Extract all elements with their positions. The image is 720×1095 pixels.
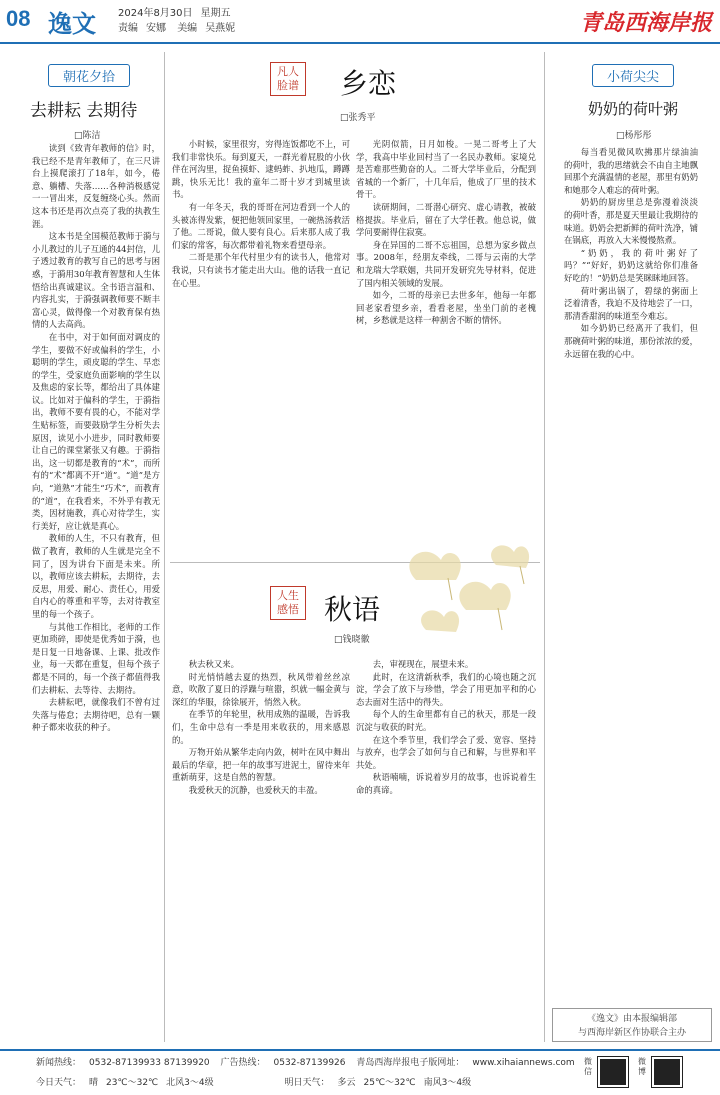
paragraph: 读研期间，二哥潜心研究、虚心请教，被破格提拔。毕业后，留在了大学任教。他总说，做学问要耐得住寂寞。	[356, 201, 536, 238]
column-divider	[164, 52, 165, 1042]
paragraph: 与其他工作相比，老师的工作更加琐碎，即使是优秀如于漪，也是日复一日地备课、上课、批改作业，每一天都在重复，但每个孩子都是不同的，每一个孩子都值得我们去耕耘、去等待、去期待。	[32, 621, 160, 695]
editor-label: 责编	[118, 23, 138, 34]
website-link[interactable]: www.xihaiannews.com	[472, 1058, 575, 1068]
sponsor-line-2: 与西海岸新区作协联合主办	[577, 1028, 686, 1038]
paragraph: 在季节的年轮里，秋用成熟的温暖，告诉我们，生命中总有一季是用来收获的，用来感恩的。	[172, 709, 350, 745]
sponsor-note	[552, 1008, 712, 1042]
article-body-middle-b	[356, 138, 536, 558]
footer-row-contact	[36, 1055, 583, 1068]
paragraph: 荷叶粥出锅了，碧绿的粥面上泛着清香，我迫不及待地尝了一口，那清香甜润的味道至今难忘。	[564, 285, 698, 321]
designer-name: 吴燕妮	[205, 23, 236, 34]
paragraph: 教师的人生，不只有教育，但做了教育，教师的人生就是完全不同了，因为讲台下面是未来。所以，教师应该去耕耘，去期待，去反思，用爱、耐心、责任心，用爱自内心的尊重和平等，去对待教室里的每一个孩子。	[32, 533, 160, 619]
column-tag-middle: 凡人脸谱	[270, 62, 306, 96]
weather-today-condition: 晴	[89, 1078, 99, 1088]
qr-wechat-label: 微信	[584, 1057, 592, 1076]
paragraph: 每当看见微风吹拂那片绿油油的荷叶，我的思绪就会不由自主地飘回那个充满温情的老屋，那里有奶奶和她那令人难忘的荷叶粥。	[564, 147, 698, 195]
paragraph: 如今奶奶已经离开了我们，但那碗荷叶粥的味道，那份浓浓的爱，永远留在我的心中。	[564, 323, 698, 359]
weather-today-wind: 北风3～4级	[166, 1078, 214, 1088]
article-body-middle-a	[172, 138, 350, 558]
page-header	[0, 0, 720, 44]
paragraph: 此时，在这清新秋季，我们的心境也随之沉淀，学会了放下与珍惜，学会了用更加平和的心态去面对生活中的得失。	[356, 671, 536, 707]
paragraph: 我爱秋天的沉静，也爱秋天的丰盈。	[188, 784, 323, 795]
paragraph: 时光悄悄越去夏的热烈，秋风带着丝丝凉意，吹散了夏日的浮躁与喧嚣，织就一幅金黄与深红的华服，徐徐展开，悄然入秋。	[172, 671, 350, 707]
editor-name: 安娜	[146, 23, 166, 34]
wechat-qr-code-icon[interactable]	[598, 1057, 628, 1087]
paragraph: 万物开始从繁华走向内敛，树叶在风中舞出最后的华章，把一年的故事写进泥土，留待来年重新萌芽，这是自然的智慧。	[172, 747, 350, 783]
column-tag-left: 朝花夕拾	[48, 64, 130, 87]
article-title-bottom: 秋语	[324, 593, 381, 626]
paragraph: 奶奶的厨房里总是弥漫着淡淡的荷叶香，那是夏天里最让我期待的味道。奶奶会把新鲜的荷叶洗净，铺在锅底，再放入大米慢慢熬煮。	[564, 197, 698, 246]
newspaper-logo: 青岛西海岸报	[579, 10, 712, 36]
page-footer	[0, 1049, 720, 1095]
article-title-left: 去耕耘 去期待	[30, 101, 138, 121]
paragraph: 每个人的生命里都有自己的秋天，那是一段沉淀与收获的时光。	[356, 709, 536, 732]
paragraph: 有一年冬天，我的哥哥在河边看到一个人的头被冻得发紫，便把他领回家里，一碗热汤救活了他。二哥说，做人要有良心。后来那人成了我们家的常客，每次都带着礼物来看望母亲。	[172, 201, 350, 250]
paragraph: 读到《致青年教师的信》时，我已经不是青年教师了，在三尺讲台上摸爬滚打了18年，如今，倦意、躺槽、失落……各种消极感觉一一冒出来，反复缠绕心头。然而这本书还是再次点亮了我的执教生涯。	[32, 143, 160, 229]
designer-label: 美编	[177, 23, 198, 34]
paragraph: “奶奶，我的荷叶粥好了吗？”“好好，奶奶这就给你们准备好吃的！”奶奶总是笑眯眯地回答。	[564, 247, 698, 283]
issue-weekday: 星期五	[200, 8, 231, 19]
weibo-qr-code-icon[interactable]	[652, 1057, 682, 1087]
header-meta	[118, 6, 243, 36]
paragraph: 去，审视现在，展望未来。	[372, 659, 474, 669]
section-name: 逸文	[48, 9, 96, 38]
news-hotline-label: 新闻热线：	[36, 1058, 82, 1068]
paragraph: 身在异国的二哥不忘祖国，总想为家乡做点事。2008年，经朋友牵线，二哥与云南的大学和龙瑞大学联姻，共同开发研究先导材料，促进了国内相关领域的发展。	[356, 239, 536, 288]
ad-hotline-label: 广告热线：	[220, 1058, 266, 1068]
article-author-left: □陈洁	[74, 131, 101, 141]
article-author-middle: □张秀平	[340, 113, 376, 123]
paragraph: 小时候，家里很穷，穷得连饭都吃不上，可我们非常快乐。每到夏天，一群光着屁股的小伙伴在河沟里，捉鱼摸虾、逮蚂蚱、扒地瓜，蹲蹲跳，快乐无比！我的童年二哥十岁才到城里读书。	[172, 139, 350, 200]
paragraph: 这本书是全国模范教师于漪与小儿教过的儿子互通的44封信，儿子透过教育的教写自己的思考与困惑，于漪用30年教育智慧和人生体悟给出真诚建议。全书语言温和、内容扎实，于漪强调教师要不断丰富心灵，做得像一个对教育保有热情的人去高尚。	[32, 231, 160, 330]
paragraph: 光阴似箭，日月如梭。一晃二哥考上了大学，我高中毕业回村当了一名民办教师。家境兑是苦难那些勤奋的人。二哥大学毕业后，分配到省城的一个新厂，十几年后，他成了厂里的技术骨干。	[356, 139, 536, 200]
paragraph: 秋语喃喃，诉说着岁月的故事，也诉说着生命的真谛。	[356, 772, 536, 795]
paragraph: 去耕耘吧，就像我们不曾有过失落与倦怠；去期待吧，总有一颗种子都来收获的种子。	[32, 697, 160, 733]
article-author-right: □杨彤彤	[616, 131, 652, 141]
qr-weibo-label: 微博	[638, 1057, 646, 1076]
section-divider	[170, 562, 540, 563]
paragraph: 在书中，对于如何面对调皮的学生，要做不好或偏科的学生，小聪明的学生，顽皮聪的学生、早恋的学生，受家庭负面影响的学生以及焦虑的家长等，都给出了具体建议。比如对于偏科的学生，于漪指出，教师不要有畏的心，不能对学生贴标签，而要鼓励学生分析失去原因，读见小小进步，同时教师要让自己的课堂紧张又有趣。于漪指出，这一切都是教育的“术”，而所有的“术”都离不开“道”。“道”是方向，“道熟”才能生“巧术”，而教育的“道”，在我看来，不外乎有教无类，因材施教，真心对待学生，实行美好，应让就是真心。	[32, 331, 160, 531]
news-hotline: 0532-87139933 87139920	[89, 1058, 210, 1068]
article-title-middle: 乡恋	[340, 67, 397, 100]
paragraph: 在这个季节里，我们学会了爱、宽容、坚持与放弃，也学会了如何与自己和解，与世界和平共处。	[356, 734, 536, 770]
weather-today-temp: 23℃～32℃	[106, 1078, 159, 1088]
weather-tomorrow-label: 明日天气：	[284, 1078, 330, 1088]
article-body-left	[32, 142, 160, 1042]
weather-tomorrow-temp: 25℃～32℃	[363, 1078, 416, 1088]
article-author-bottom: □钱晓徽	[334, 635, 370, 645]
ad-hotline: 0532-87139926	[273, 1058, 346, 1068]
article-body-right	[564, 146, 698, 996]
column-divider-right	[544, 52, 545, 1042]
page-number: 08	[6, 6, 31, 31]
paragraph: 二哥是那个年代村里少有的读书人，他常对我说，只有读书才能走出大山。他的话我一直记在心里。	[172, 252, 350, 288]
paragraph: 如今，二哥的母亲已去世多年，他每一年都回老家看望乡亲，看看老屋，坐坐门前的老槐树，乡愁就是这样一种割舍不断的情怀。	[356, 290, 536, 326]
article-title-right: 奶奶的荷叶粥	[588, 100, 679, 118]
column-tag-bottom: 人生感悟	[270, 586, 306, 620]
article-body-bottom-a	[172, 658, 350, 1042]
weather-tomorrow-wind: 南风3～4级	[423, 1078, 472, 1088]
column-tag-right: 小荷尖尖	[592, 64, 674, 87]
footer-row-weather	[36, 1075, 479, 1088]
paragraph: 秋去秋又来。	[188, 659, 240, 669]
issue-date: 2024年8月30日	[118, 8, 193, 19]
sponsor-line-1: 《逸文》由本报编辑部	[586, 1014, 677, 1024]
weather-tomorrow-condition: 多云	[337, 1078, 356, 1088]
weather-today-label: 今日天气：	[36, 1078, 82, 1088]
website-label: 青岛西海岸报电子版网址：	[356, 1058, 465, 1068]
article-body-bottom-b	[356, 658, 536, 1042]
